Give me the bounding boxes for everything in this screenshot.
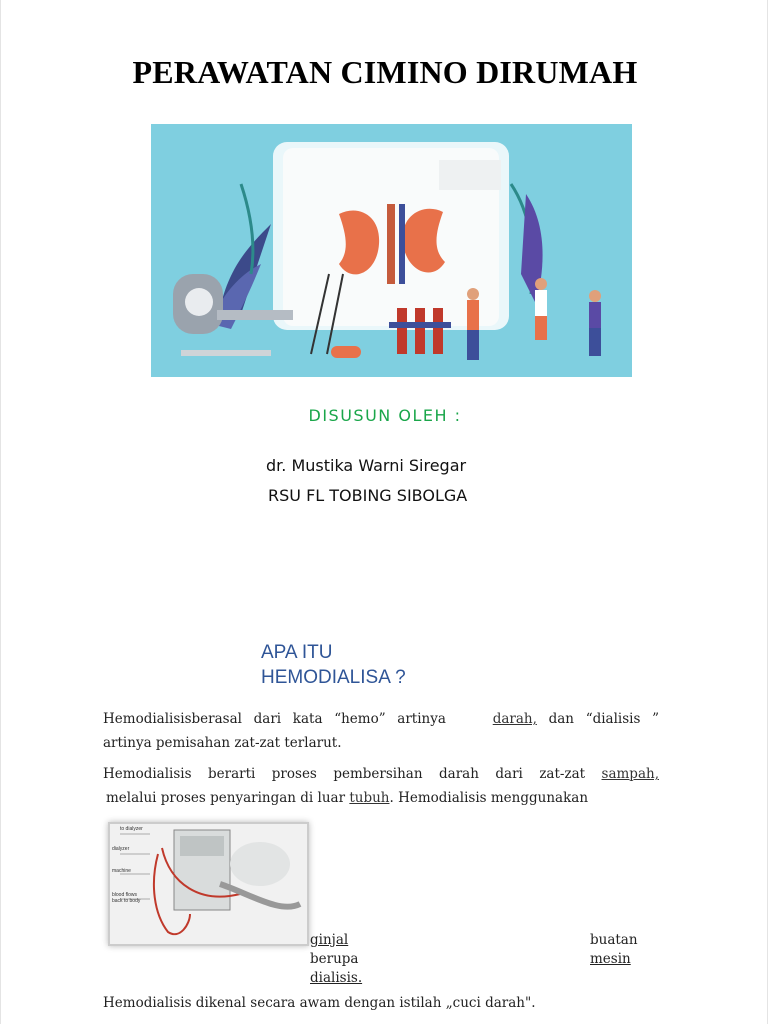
paragraph-2-line-2: melalui proses penyaringan di luar tubuh. Hemodialisis menggunakan — [106, 790, 589, 806]
paragraph-3: Hemodialisis dikenal secara awam dengan istilah „cuci darah". — [103, 995, 536, 1011]
paragraph-2-line-1: Hemodialisis berarti proses pembersihan darah dari zat-zat sampah, — [103, 766, 659, 782]
byline: DISUSUN OLEH : — [308, 406, 462, 425]
paragraph-1-line-1: Hemodialisisberasal dari kata “hemo” artinya darah, dan “dialisis ” — [103, 711, 660, 727]
paragraph-1-line-2: artinya pemisahan zat-zat terlarut. — [103, 735, 342, 751]
document-title: PERAWATAN CIMINO DIRUMAH — [132, 54, 638, 90]
link-mesin[interactable]: mesin — [590, 951, 631, 967]
link-darah[interactable]: darah, — [492, 711, 537, 727]
photo-label-2: dialyzer — [112, 846, 130, 852]
dialysis-machine-photo — [108, 822, 309, 946]
word-berupa: berupa — [310, 951, 359, 967]
link-sampah[interactable]: sampah, — [601, 766, 659, 782]
photo-label-1: to dialyzer — [120, 826, 143, 832]
section-heading-line2: HEMODIALISA ? — [261, 667, 406, 688]
section-heading — [261, 640, 406, 690]
kidney-illustration — [151, 124, 632, 377]
author-name: dr. Mustika Warni Siregar — [266, 456, 467, 475]
photo-label-3: machine — [112, 868, 131, 874]
link-dialisis[interactable]: dialisis. — [310, 970, 363, 986]
institution-name: RSU FL TOBING SIBOLGA — [268, 486, 468, 505]
word-buatan: buatan — [590, 932, 638, 948]
link-ginjal[interactable]: ginjal — [310, 932, 349, 948]
link-tubuh[interactable]: tubuh — [349, 790, 390, 806]
section-heading-line1: APA ITU — [261, 642, 333, 663]
dialysis-machine-image — [110, 824, 307, 944]
photo-label-4: blood flows back to body — [112, 892, 141, 904]
